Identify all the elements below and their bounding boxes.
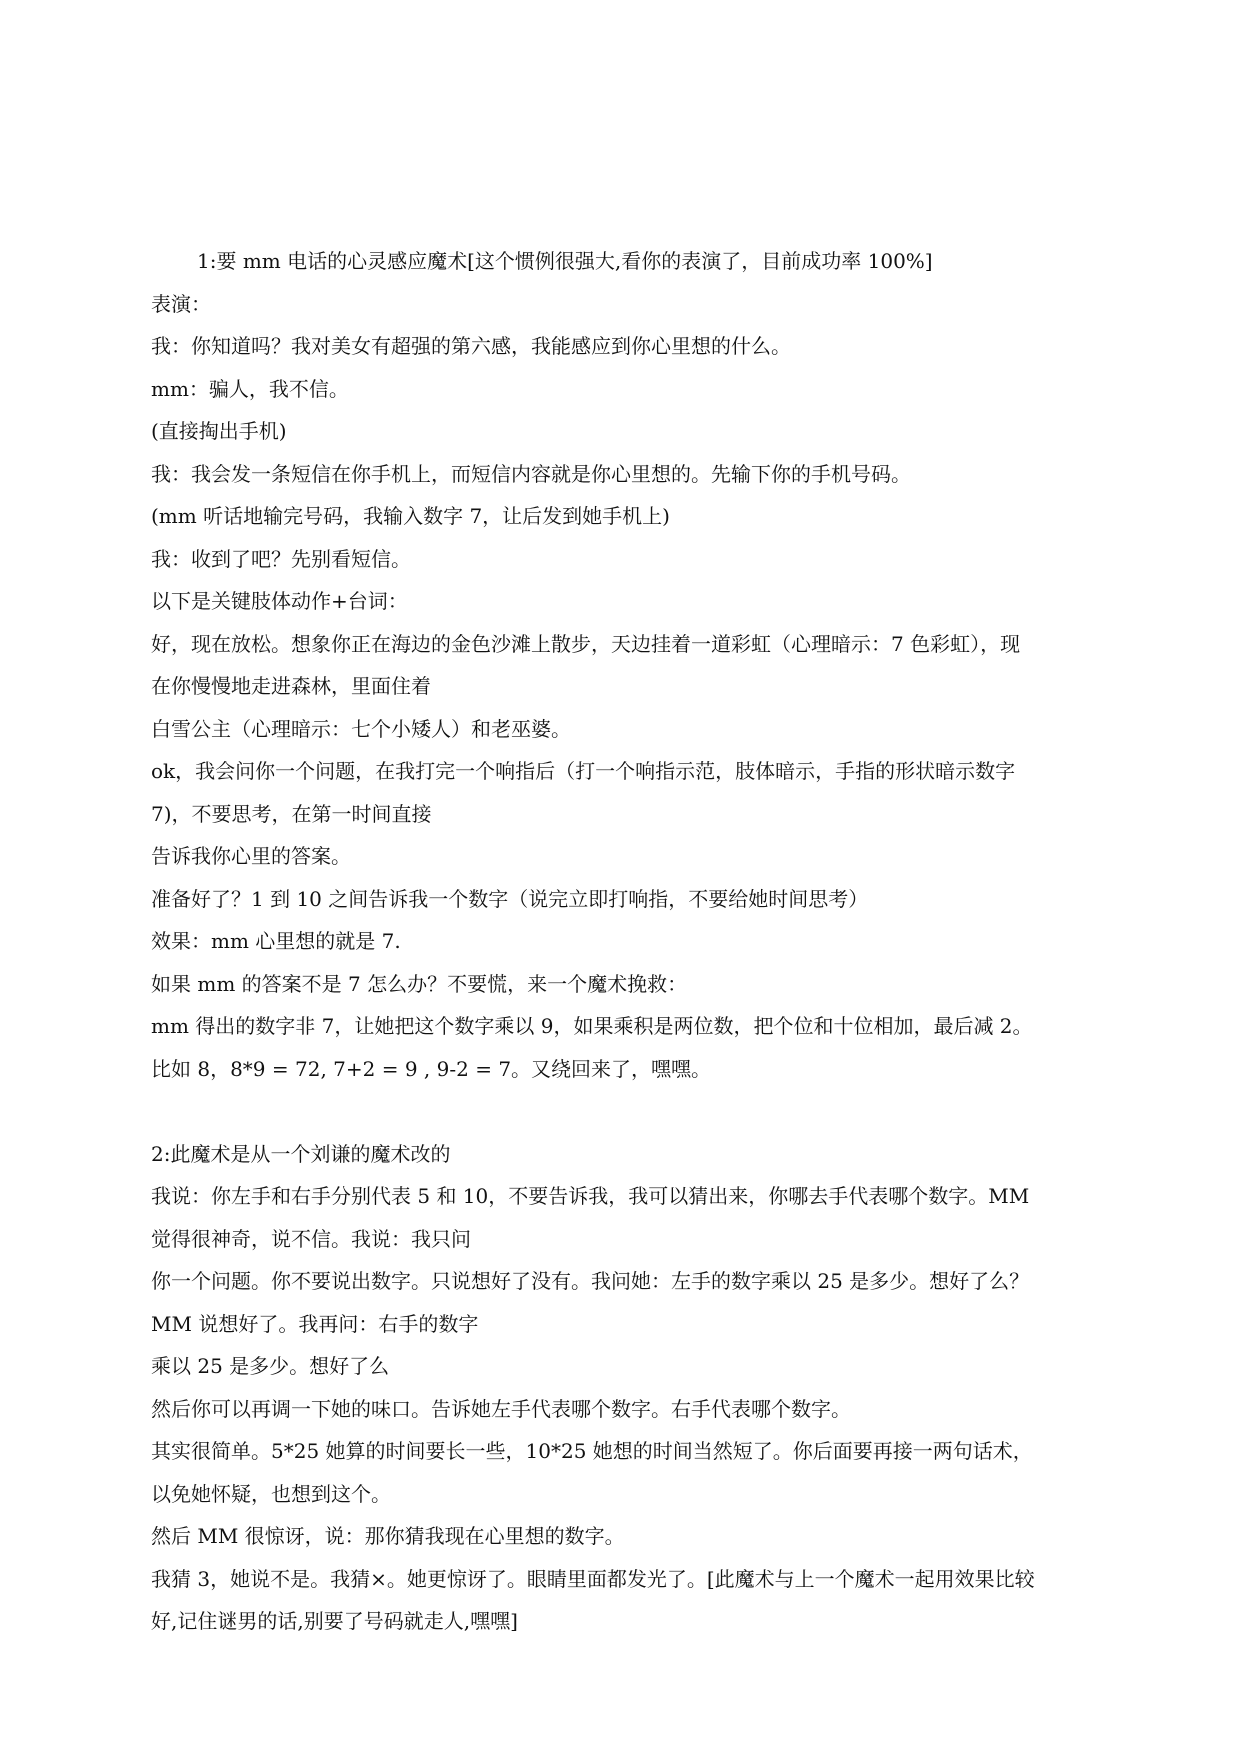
text-line: 比如 8，8*9 = 72, 7+2 = 9 , 9-2 = 7。又绕回来了，嘿嘿。 [151, 1056, 712, 1081]
text-line: 然后你可以再调一下她的味口。告诉她左手代表哪个数字。右手代表哪个数字。 [151, 1396, 851, 1421]
text-line: 我：收到了吧？先别看短信。 [151, 546, 411, 571]
section-2-heading: 2:此魔术是从一个刘谦的魔术改的 [151, 1141, 451, 1166]
text-line: 以下是关键肢体动作+台词： [151, 589, 408, 613]
text-line: 白雪公主（心理暗示：七个小矮人）和老巫婆。 [151, 716, 571, 741]
text-line: 然后 MM 很惊讶，说：那你猜我现在心里想的数字。 [151, 1524, 625, 1548]
text-line: 以免她怀疑，也想到这个。 [151, 1481, 391, 1506]
text-line: 告诉我你心里的答案。 [151, 844, 351, 868]
text-line: 我猜 3，她说不是。我猜×。她更惊讶了。眼睛里面都发光了。[此魔术与上一个魔术一起用效果比较 [151, 1566, 1035, 1591]
text-line: MM 说想好了。我再问：右手的数字 [151, 1311, 479, 1336]
text-line: 乘以 25 是多少。想好了么 [151, 1354, 390, 1378]
text-line: 如果 mm 的答案不是 7 怎么办？不要慌，来一个魔术挽救： [151, 971, 688, 996]
text-line: mm 得出的数字非 7，让她把这个数字乘以 9，如果乘积是两位数，把个位和十位相加，最后减 2。 [151, 1014, 1033, 1038]
text-line: 我说：你左手和右手分别代表 5 和 10，不要告诉我，我可以猜出来，你哪去手代表哪个数字。MM [151, 1184, 1030, 1208]
text-line: 觉得很神奇，说不信。我说：我只问 [151, 1226, 471, 1251]
text-line: 在你慢慢地走进森林，里面住着 [151, 674, 431, 698]
section-1-heading: 1:要 mm 电话的心灵感应魔术[这个惯例很强大,看你的表演了，目前成功率 100%] [197, 249, 933, 273]
text-line: 我：我会发一条短信在你手机上，而短信内容就是你心里想的。先输下你的手机号码。 [151, 461, 911, 486]
text-line: mm：骗人，我不信。 [151, 376, 349, 401]
text-line: (直接掏出手机) [151, 419, 287, 443]
text-line: 其实很简单。5*25 她算的时间要长一些，10*25 她想的时间当然短了。你后面要再接一两句话术， [151, 1439, 1033, 1463]
text-line: ok，我会问你一个问题，在我打完一个响指后（打一个响指示范，肢体暗示，手指的形状暗示数字 [151, 759, 1016, 783]
text-line: 好，现在放松。想象你正在海边的金色沙滩上散步，天边挂着一道彩虹（心理暗示：7 色彩虹），现 [151, 631, 1021, 656]
text-line: 效果：mm 心里想的就是 7. [151, 929, 401, 953]
document-body [151, 240, 1096, 1643]
text-line: 好,记住谜男的话,别要了号码就走人,嘿嘿] [151, 1609, 518, 1633]
text-line: 准备好了？1 到 10 之间告诉我一个数字（说完立即打响指，不要给她时间思考） [151, 886, 869, 911]
text-line: 你一个问题。你不要说出数字。只说想好了没有。我问她：左手的数字乘以 25 是多少。想好了么？ [151, 1269, 1030, 1293]
paragraph-gap [151, 1090, 1096, 1133]
text-line: 表演： [151, 291, 211, 316]
text-line: 7)，不要思考，在第一时间直接 [151, 801, 432, 826]
text-line: 我：你知道吗？我对美女有超强的第六感，我能感应到你心里想的什么。 [151, 334, 791, 358]
text-line: (mm 听话地输完号码，我输入数字 7，让后发到她手机上) [151, 504, 670, 528]
